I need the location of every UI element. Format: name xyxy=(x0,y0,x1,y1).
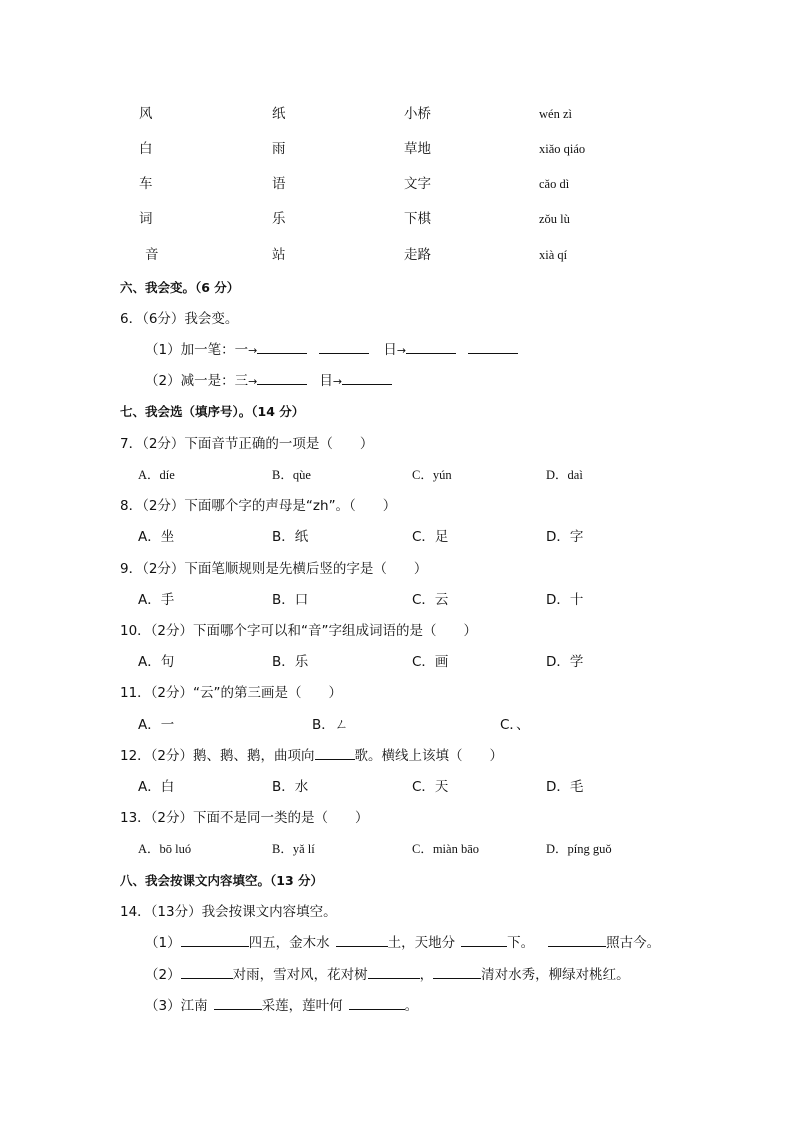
question-stem: 9．（2分）下面笔顺规则是先横后竖的字是（ ） xyxy=(120,561,428,577)
question-stem: 8．（2分）下面哪个字的声母是“zh”。（ ） xyxy=(120,498,397,514)
grid-pinyin: xià qí xyxy=(539,248,568,262)
fill-line: （2） 对雨，雪对风，花对树 ， 清对水秀，柳绿对桃红。 xyxy=(145,967,630,983)
option-c[interactable]: C．天 xyxy=(412,779,449,795)
option-d[interactable]: D．十 xyxy=(546,592,584,608)
grid-word: 草地 xyxy=(404,141,431,157)
answer-blank[interactable] xyxy=(315,747,355,760)
option-c[interactable]: C．云 xyxy=(412,592,449,608)
question-stem: 12．（2分）鹅、鹅、鹅，曲项向 歌。横线上该填（ ） xyxy=(120,748,504,764)
answer-blank[interactable] xyxy=(368,966,420,979)
answer-blank[interactable] xyxy=(319,341,369,354)
grid-char: 车 xyxy=(139,176,153,192)
fill-line: （1） 四五，金木水 土，天地分 下。 照古今。 xyxy=(145,935,661,951)
grid-char: 纸 xyxy=(272,106,286,122)
grid-pinyin: xiǎo qiáo xyxy=(539,142,586,156)
grid-char: 站 xyxy=(272,247,286,263)
question-stem: 10．（2分）下面哪个字可以和“音”字组成词语的是（ ） xyxy=(120,623,478,639)
grid-char: 音 xyxy=(145,247,159,263)
fill-line: （1）加一笔：一→ 日→ xyxy=(145,341,518,360)
answer-blank[interactable] xyxy=(257,372,307,385)
grid-char: 雨 xyxy=(272,141,286,157)
option-b[interactable]: B．水 xyxy=(272,779,309,795)
grid-char: 语 xyxy=(272,176,286,192)
arrow-icon: → xyxy=(248,344,258,357)
answer-blank[interactable] xyxy=(406,341,456,354)
grid-pinyin: wén zì xyxy=(539,107,572,121)
option-a[interactable]: A．白 xyxy=(138,779,175,795)
option-b[interactable]: B．yǎ lí xyxy=(272,842,315,856)
grid-pinyin: cǎo dì xyxy=(539,177,570,191)
section-heading: 八、我会按课文内容填空。（13 分） xyxy=(120,873,323,888)
answer-blank[interactable] xyxy=(461,934,507,947)
option-d[interactable]: D．píng guǒ xyxy=(546,842,612,856)
grid-word: 下棋 xyxy=(404,211,431,227)
option-b[interactable]: B．乐 xyxy=(272,654,309,670)
option-b[interactable]: B．qùe xyxy=(272,468,311,482)
answer-blank[interactable] xyxy=(342,372,392,385)
option-a[interactable]: A．一 xyxy=(138,717,175,733)
fill-line: （2）减一是：三→ 目→ xyxy=(145,372,392,391)
answer-blank[interactable] xyxy=(349,997,405,1010)
option-c[interactable]: C．足 xyxy=(412,529,449,545)
grid-word: 走路 xyxy=(404,247,431,263)
answer-blank[interactable] xyxy=(214,997,262,1010)
option-a[interactable]: A．díe xyxy=(138,468,175,482)
option-a[interactable]: A．手 xyxy=(138,592,175,608)
arrow-icon: → xyxy=(396,344,407,357)
fill-line: （3）江南 采莲，莲叶何 。 xyxy=(145,998,419,1014)
answer-blank[interactable] xyxy=(548,934,606,947)
arrow-icon: → xyxy=(248,375,258,388)
question-stem: 6．（6分）我会变。 xyxy=(120,311,239,327)
option-b[interactable]: B．ㄥ xyxy=(312,717,349,733)
answer-blank[interactable] xyxy=(181,966,233,979)
arrow-icon: → xyxy=(332,375,343,388)
section-heading: 七、我会选（填序号）。（14 分） xyxy=(120,404,305,419)
option-a[interactable]: A．坐 xyxy=(138,529,175,545)
section-heading: 六、我会变。（6 分） xyxy=(120,280,240,295)
question-stem: 7．（2分）下面音节正确的一项是（ ） xyxy=(120,436,374,452)
answer-blank[interactable] xyxy=(181,934,249,947)
option-c[interactable]: C．、 xyxy=(500,717,530,733)
option-d[interactable]: D．字 xyxy=(546,529,584,545)
option-d[interactable]: D．毛 xyxy=(546,779,584,795)
option-a[interactable]: A．句 xyxy=(138,654,175,670)
grid-char: 风 xyxy=(139,106,153,122)
question-stem: 13．（2分）下面不是同一类的是（ ） xyxy=(120,810,369,826)
grid-word: 小桥 xyxy=(404,106,431,122)
option-c[interactable]: C．yún xyxy=(412,468,452,482)
grid-pinyin: zǒu lù xyxy=(539,212,570,226)
grid-char: 白 xyxy=(139,141,153,157)
question-stem: 11．（2分）“云”的第三画是（ ） xyxy=(120,685,343,701)
answer-blank[interactable] xyxy=(433,966,481,979)
option-c[interactable]: C．miàn bāo xyxy=(412,842,480,856)
option-d[interactable]: D．学 xyxy=(546,654,584,670)
option-b[interactable]: B．纸 xyxy=(272,529,309,545)
answer-blank[interactable] xyxy=(468,341,518,354)
option-d[interactable]: D．daì xyxy=(546,468,583,482)
option-b[interactable]: B．口 xyxy=(272,592,309,608)
answer-blank[interactable] xyxy=(336,934,388,947)
question-stem: 14．（13分）我会按课文内容填空。 xyxy=(120,904,337,920)
option-a[interactable]: A．bō luó xyxy=(138,842,192,856)
answer-blank[interactable] xyxy=(257,341,307,354)
option-c[interactable]: C．画 xyxy=(412,654,449,670)
grid-word: 文字 xyxy=(404,176,431,192)
grid-char: 词 xyxy=(139,211,153,227)
grid-char: 乐 xyxy=(272,211,286,227)
